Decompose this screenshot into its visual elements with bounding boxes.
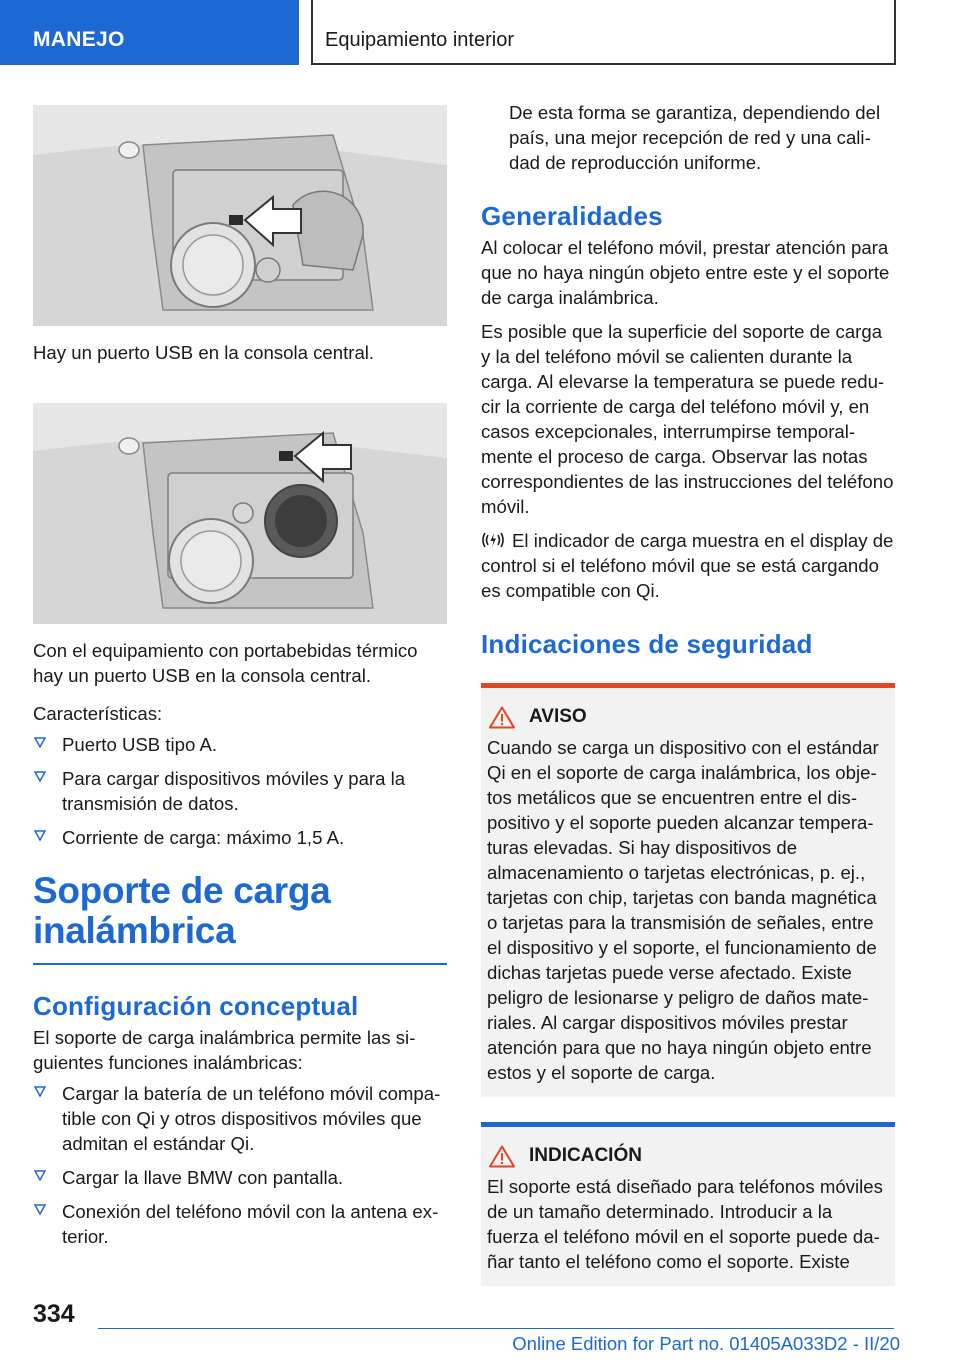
safety-heading: Indicaciones de seguridad <box>481 629 813 659</box>
warning-text: Cuando se carga un dispositivo con el estándar Qi en el soporte de carga inalámbrica, los objetos metálicos que se encuentren entre el dispositivo y el soporte pueden alcanzar temperaturas elevadas. Si hay dispositivos de almacenamiento o tarjetas electrónicas, p. ej., tarjetas con chip, tarjetas con banda magnética o tarjetas para la transmisión de señales, entre el dispositivo y el soporte, el funcionamiento de dichas tarjetas puede verse afectado. Existe peligro de lesionarse y peligro de daños materiales. Al cargar dispositivos móviles prestar atención para que no haya ningún objeto entre estos y el soporte de carga. <box>487 737 879 1083</box>
section-title: MANEJO <box>33 28 125 51</box>
chapter-title: Equipamiento interior <box>325 29 514 51</box>
notice-box <box>481 1122 895 1286</box>
concept-text: El soporte de carga inalámbrica permite las siguientes funciones inalámbricas: <box>33 1027 416 1073</box>
list-item: Para cargar dispositivos móviles y para la transmisión de datos. <box>33 766 447 816</box>
right-column <box>481 100 895 1286</box>
page-number: 334 <box>33 1300 75 1328</box>
chapter-tab <box>311 0 896 65</box>
notice-triangle-icon <box>489 1145 515 1168</box>
caption-usb-console: Hay un puerto USB en la consola central. <box>33 342 375 363</box>
general-heading: Generalidades <box>481 201 663 231</box>
list-item: Conexión del teléfono móvil con la antena exterior. <box>33 1199 447 1249</box>
footer-divider <box>98 1328 894 1329</box>
notice-label: INDICACIÓN <box>529 1145 642 1166</box>
list-item: Corriente de carga: máximo 1,5 A. <box>33 825 447 850</box>
features-list <box>33 732 447 850</box>
triangle-bullet-icon <box>34 771 46 783</box>
triangle-bullet-icon <box>34 830 46 842</box>
usb-console-photo <box>33 105 447 326</box>
warning-box <box>481 683 895 1097</box>
list-item: Puerto USB tipo A. <box>33 732 447 757</box>
list-item: Cargar la llave BMW con pantalla. <box>33 1165 447 1190</box>
continuation-text: De esta forma se garantiza, dependiendo del país, una mejor recepción de red y una calidad de reproducción uniforme. <box>509 102 881 173</box>
wireless-charging-icon <box>481 530 505 550</box>
notice-text: El soporte está diseñado para teléfonos móviles de un tamaño determinado. Introducir a la fuerza el teléfono móvil en el soporte puede dañar tanto el teléfono como el soporte. Existe <box>487 1176 883 1272</box>
warning-triangle-icon <box>489 706 515 729</box>
triangle-bullet-icon <box>34 1086 46 1098</box>
triangle-bullet-icon <box>34 1170 46 1182</box>
thermal-cupholder-photo <box>33 403 447 624</box>
section-heading: Soporte de carga inalámbrica <box>33 871 447 965</box>
edition-footer: Online Edition for Part no. 01405A033D2 - II/20 <box>512 1333 900 1354</box>
warning-label: AVISO <box>529 706 587 727</box>
list-item: Cargar la batería de un teléfono móvil compatible con Qi y otros dispositivos móviles que admitan el estándar Qi. <box>33 1081 447 1156</box>
left-column <box>33 105 447 1258</box>
general-paragraph-3: El indicador de carga muestra en el display de control si el teléfono móvil que se está cargando es compatible con Qi. <box>481 530 894 601</box>
triangle-bullet-icon <box>34 737 46 749</box>
general-paragraph-1: Al colocar el teléfono móvil, prestar atención para que no haya ningún objeto entre este y el soporte de carga inalámbrica. <box>481 237 890 308</box>
triangle-bullet-icon <box>34 1204 46 1216</box>
general-paragraph-2: Es posible que la superficie del soporte de carga y la del teléfono móvil se calienten durante la carga. Al elevarse la temperatura se puede reducir la corriente de carga del teléfono móvil y, en casos excepcionales, interrumpirse temporalmente el proceso de carga. Observar las notas correspondientes de las instrucciones del teléfono móvil. <box>481 321 894 517</box>
caption-thermal-cupholder: Con el equipamiento con portabebidas térmico hay un puerto USB en la consola central. <box>33 640 418 686</box>
concept-list <box>33 1081 447 1249</box>
subsection-heading: Configuración conceptual <box>33 991 359 1021</box>
section-tab <box>0 0 299 65</box>
features-intro: Características: <box>33 703 163 724</box>
